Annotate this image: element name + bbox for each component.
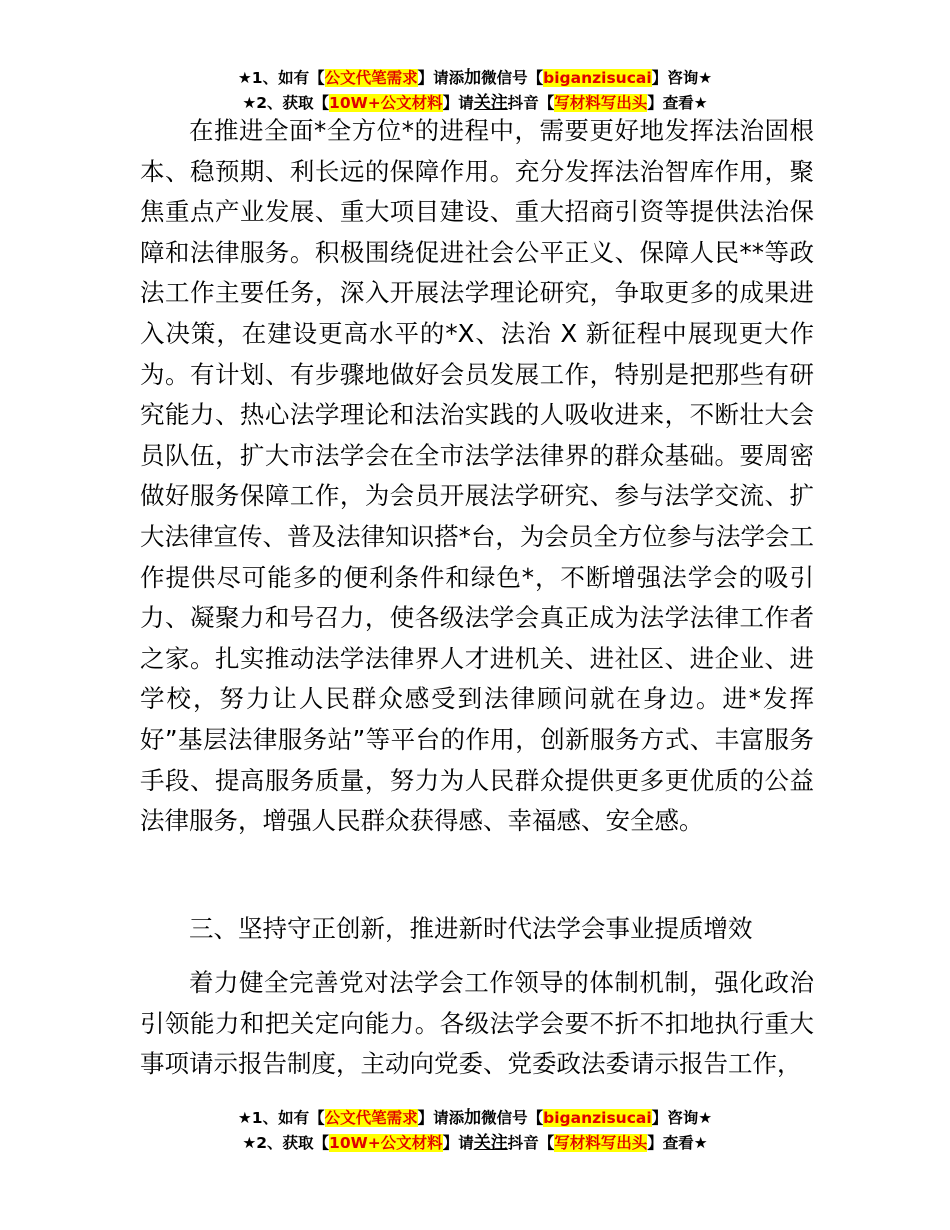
footer-line-2-prefix: ★2、获取【 [242,1134,330,1152]
header-line-1 [0,66,950,91]
body-paragraph-2: 着力健全完善党对法学会工作领导的体制机制，强化政治引领能力和把关定向能力。各级法学会要不折不扣地执行重大事项请示报告制度，主动向党委、党委政法委请示报告工作， [140,968,814,1079]
footer-line-1-emphasis: 加 [464,1108,482,1128]
section-heading: 三、坚持守正创新，推进新时代法学会事业提质增效 [189,914,753,943]
footer-line-2-text: 】请 [442,1134,474,1152]
header-line-2-text-2: 抖音【 [507,94,555,112]
header-line-2-text: 】请 [442,94,474,112]
footer-line-2-follow: 关注 [473,1133,508,1153]
footer-line-1-highlight-service: 公文代笔需求 [324,1109,418,1127]
footer-line-1-text: 】请添 [417,1109,465,1127]
header-line-1-suffix: 】咨询★ [651,69,713,87]
document-body-section-2 [140,963,814,1085]
footer-line-2-highlight-materials: 10W+公文材料 [329,1134,443,1152]
header-line-2-follow: 关注 [473,93,508,113]
header-line-2-highlight-materials: 10W+公文材料 [329,94,443,112]
footer-banner [0,1106,950,1156]
document-section-heading-container [140,909,814,950]
header-line-2-suffix: 】查看★ [647,94,708,112]
document-body-section-1 [140,111,814,842]
footer-line-2-text-2: 抖音【 [507,1134,555,1152]
footer-douyin-account: 写材料写出头 [554,1134,648,1152]
footer-line-1-suffix: 】咨询★ [651,1109,713,1127]
footer-line-1 [0,1106,950,1131]
footer-line-1-text-2: 微信号【 [481,1109,544,1127]
header-banner [0,66,950,116]
header-line-1-prefix: ★1、如有【 [237,69,325,87]
header-line-1-text-2: 微信号【 [481,69,544,87]
body-paragraph-1: 在推进全面*全方位*的进程中，需要更好地发挥法治固根本、稳预期、利长远的保障作用。充分发挥法治智库作用，聚焦重点产业发展、重大项目建设、重大招商引资等提供法治保障和法律服务。积极围绕促进社会公平正义、保障人民**等政法工作主要任务，深入开展法学理论研究，争取更多的成果进入决策，在建设更高水平的*X、法治 X 新征程中展现更大作为。有计划、有步骤地做好会员发展工作，特别是把那些有研究能力、热心法学理论和法治实践的人吸收进来，不断壮大会员队伍，扩大市法学会在全市法学法律界的群众基础。要周密做好服务保障工作，为会员开展法学研究、参与法学交流、扩大法律宣传、普及法律知识搭*台，为会员全方位参与法学会工作提供尽可能多的便利条件和绿色*，不断增强法学会的吸引力、凝聚力和号召力，使各级法学会真正成为法学法律工作者之家。扎实推动法学法律界人才进机关、进社区、进企业、进学校，努力让人民群众感受到法律顾问就在身边。进*发挥好”基层法律服务站”等平台的作用，创新服务方式、丰富服务手段、提高服务质量，努力为人民群众提供更多更优质的公益法律服务，增强人民群众获得感、幸福感、安全感。 [140,116,814,836]
footer-line-2 [0,1131,950,1156]
header-line-1-highlight-service: 公文代笔需求 [324,69,418,87]
header-line-1-text: 】请添 [417,69,465,87]
footer-line-2-suffix: 】查看★ [647,1134,708,1152]
header-line-2-prefix: ★2、获取【 [242,94,330,112]
header-douyin-account: 写材料写出头 [554,94,648,112]
header-line-1-emphasis: 加 [464,68,482,88]
header-wechat-id: biganzisucai [543,69,652,87]
footer-wechat-id: biganzisucai [543,1109,652,1127]
footer-line-1-prefix: ★1、如有【 [237,1109,325,1127]
